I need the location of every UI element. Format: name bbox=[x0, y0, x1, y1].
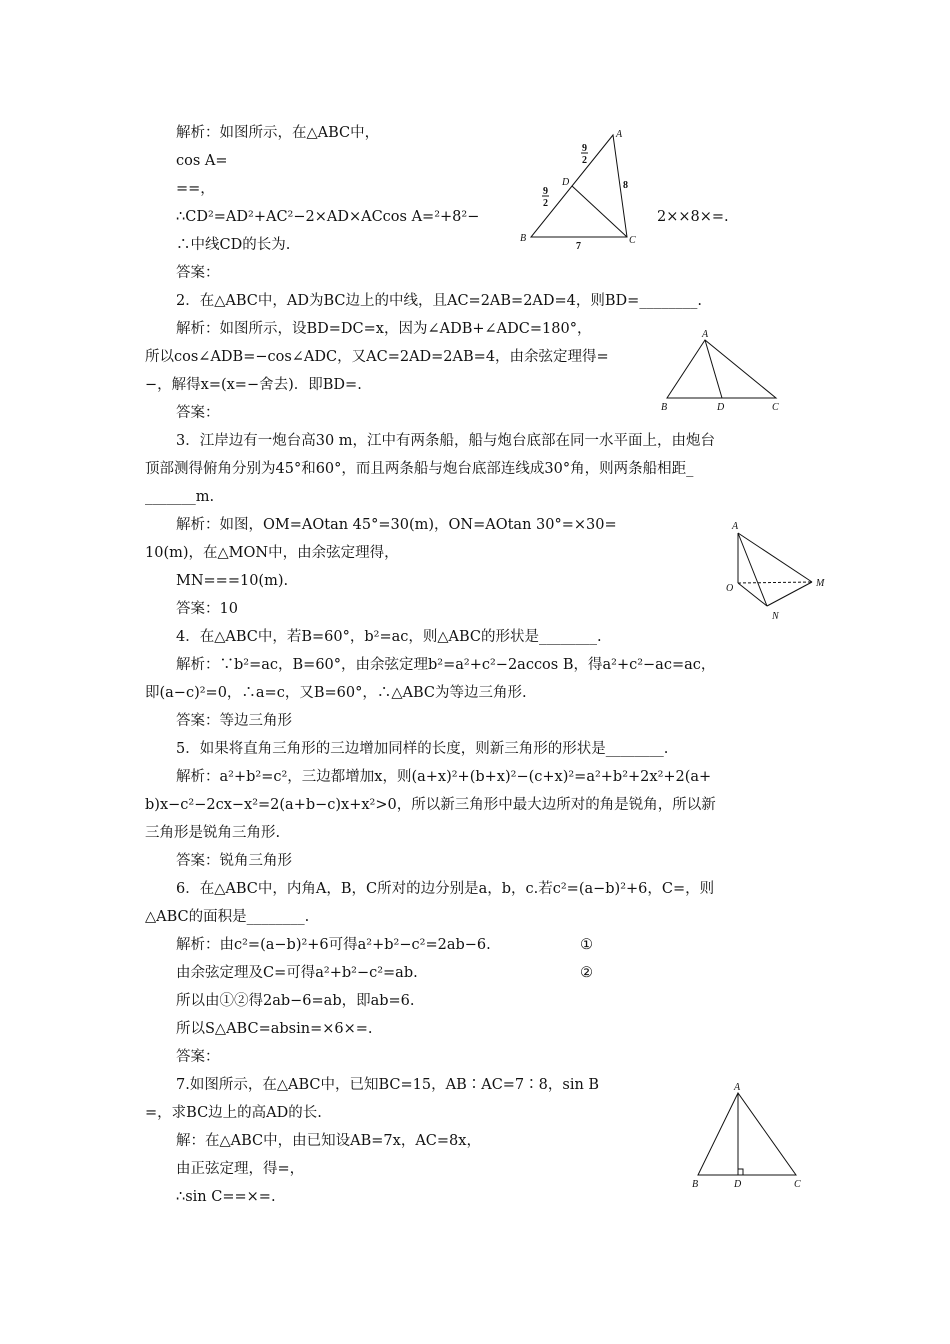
segment-om-dashed bbox=[738, 582, 812, 583]
median-cd bbox=[572, 186, 627, 237]
segment-ad bbox=[705, 340, 722, 398]
text-line: =，求BC边上的高AD的长. bbox=[145, 1105, 322, 1121]
label-m: M bbox=[816, 578, 825, 589]
figure-triangle-median-cd bbox=[510, 125, 660, 250]
problem-3: 3．江岸边有一炮台高30 m，江中有两条船，船与炮台底部在同一水平面上，由炮台 bbox=[176, 433, 716, 449]
problem-7: 7.如图所示，在△ABC中，已知BC=15，AB∶AC=7∶8，sin B bbox=[176, 1077, 600, 1093]
triangle-abc bbox=[667, 340, 776, 398]
label-bd-denominator: 2 bbox=[543, 198, 548, 209]
text-line: 顶部测得俯角分别为45°和60°，而且两条船与炮台底部连线成30°角，则两条船相距_ bbox=[145, 461, 694, 477]
answer-label: 答案： bbox=[176, 1049, 220, 1065]
text-line: ∴CD²=AD²+AC²−2×AD×ACcos A=²+8²− bbox=[176, 209, 480, 225]
answer-line: 答案：10 bbox=[176, 601, 238, 617]
label-b: B bbox=[661, 402, 668, 413]
text-line: 解析：如图所示，在△ABC中， bbox=[176, 125, 380, 141]
figure-triangle-ad bbox=[655, 326, 790, 416]
label-c: C bbox=[629, 235, 636, 246]
label-o: O bbox=[726, 583, 734, 594]
text-line: 解析：如图，OM=AOtan 45°=30(m)，ON=AOtan 30°=×30= bbox=[176, 517, 617, 533]
text-line: cos A= bbox=[176, 153, 228, 169]
label-bc-length: 7 bbox=[576, 241, 581, 252]
problem-6: 6．在△ABC中，内角A，B，C所对的边分别是a，b，c.若c²=(a−b)²+6，C=，则 bbox=[176, 881, 715, 897]
label-d: D bbox=[734, 1179, 742, 1190]
figure-tower-boats bbox=[722, 515, 842, 625]
right-angle-mark bbox=[738, 1169, 743, 1175]
text-line: 所以cos∠ADB=−cos∠ADC，又AC=2AD=2AB=4，由余弦定理得= bbox=[145, 349, 609, 365]
text-line: MN===10(m). bbox=[176, 573, 289, 589]
label-b: B bbox=[520, 233, 527, 244]
text-line: ∴sin C==×=. bbox=[176, 1189, 276, 1205]
label-ad-denominator: 2 bbox=[582, 155, 587, 166]
label-d: D bbox=[562, 177, 570, 188]
label-n: N bbox=[772, 611, 779, 622]
label-d: D bbox=[717, 402, 725, 413]
segment-nm bbox=[767, 582, 812, 606]
text-line: 所以S△ABC=absin=×6×=. bbox=[176, 1021, 373, 1037]
text-line: −，解得x=(x=−舍去)．即BD=. bbox=[145, 377, 362, 393]
answer-label: 答案： bbox=[176, 265, 220, 281]
problem-2: 2．在△ABC中，AD为BC边上的中线，且AC=2AB=2AD=4，则BD=________. bbox=[176, 293, 702, 309]
problem-5: 5．如果将直角三角形的三边增加同样的长度，则新三角形的形状是________. bbox=[176, 741, 669, 757]
label-a: A bbox=[702, 329, 709, 340]
label-c: C bbox=[772, 402, 779, 413]
label-bd-numerator: 9 bbox=[543, 186, 548, 197]
text-line: 解析：由c²=(a−b)²+6可得a²+b²−c²=2ab−6. bbox=[176, 937, 491, 953]
text-line: b)x−c²−2cx−x²=2(a+b−c)x+x²>0，所以新三角形中最大边所对的角是锐角，所以新 bbox=[145, 797, 716, 813]
label-ad-numerator: 9 bbox=[582, 143, 587, 154]
label-ac-length: 8 bbox=[623, 180, 628, 191]
text-line: 2××8×=. bbox=[657, 209, 729, 225]
answer-line: 答案：等边三角形 bbox=[176, 713, 292, 729]
text-line: ∴中线CD的长为. bbox=[176, 237, 291, 253]
label-a: A bbox=[616, 129, 623, 140]
answer-label: 答案： bbox=[176, 405, 220, 421]
problem-4: 4．在△ABC中，若B=60°，b²=ac，则△ABC的形状是________. bbox=[176, 629, 602, 645]
text-line: 解析：如图所示，设BD=DC=x，因为∠ADB+∠ADC=180°， bbox=[176, 321, 592, 337]
text-line: 即(a−c)²=0，∴a=c，又B=60°，∴△ABC为等边三角形. bbox=[145, 685, 527, 701]
figure-triangle-altitude bbox=[688, 1080, 810, 1192]
text-line: 三角形是锐角三角形. bbox=[145, 825, 281, 841]
text-line: ==， bbox=[176, 181, 215, 197]
label-a: A bbox=[732, 521, 739, 532]
text-line: 解析：∵b²=ac，B=60°，由余弦定理b²=a²+c²−2accos B，得a²+c²−ac=ac， bbox=[176, 657, 716, 673]
text-line: _______m. bbox=[145, 489, 215, 505]
label-b: B bbox=[692, 1179, 699, 1190]
text-line: 解：在△ABC中，由已知设AB=7x，AC=8x， bbox=[176, 1133, 481, 1149]
text-line: 所以由①②得2ab−6=ab，即ab=6. bbox=[176, 993, 415, 1009]
segment-am bbox=[738, 533, 812, 582]
text-line: 由正弦定理，得=， bbox=[176, 1161, 305, 1177]
text-line: 由余弦定理及C=可得a²+b²−c²=ab. bbox=[176, 965, 418, 981]
equation-marker: ② bbox=[580, 965, 593, 981]
answer-line: 答案：锐角三角形 bbox=[176, 853, 292, 869]
text-line: △ABC的面积是________. bbox=[145, 909, 310, 925]
label-a: A bbox=[734, 1082, 741, 1093]
label-c: C bbox=[794, 1179, 801, 1190]
equation-marker: ① bbox=[580, 937, 593, 953]
text-line: 10(m)，在△MON中，由余弦定理得， bbox=[145, 545, 399, 561]
text-line: 解析：a²+b²=c²，三边都增加x，则(a+x)²+(b+x)²−(c+x)²=a²+b²+2x²+2(a+ bbox=[176, 769, 712, 785]
triangle-abc bbox=[698, 1093, 796, 1175]
